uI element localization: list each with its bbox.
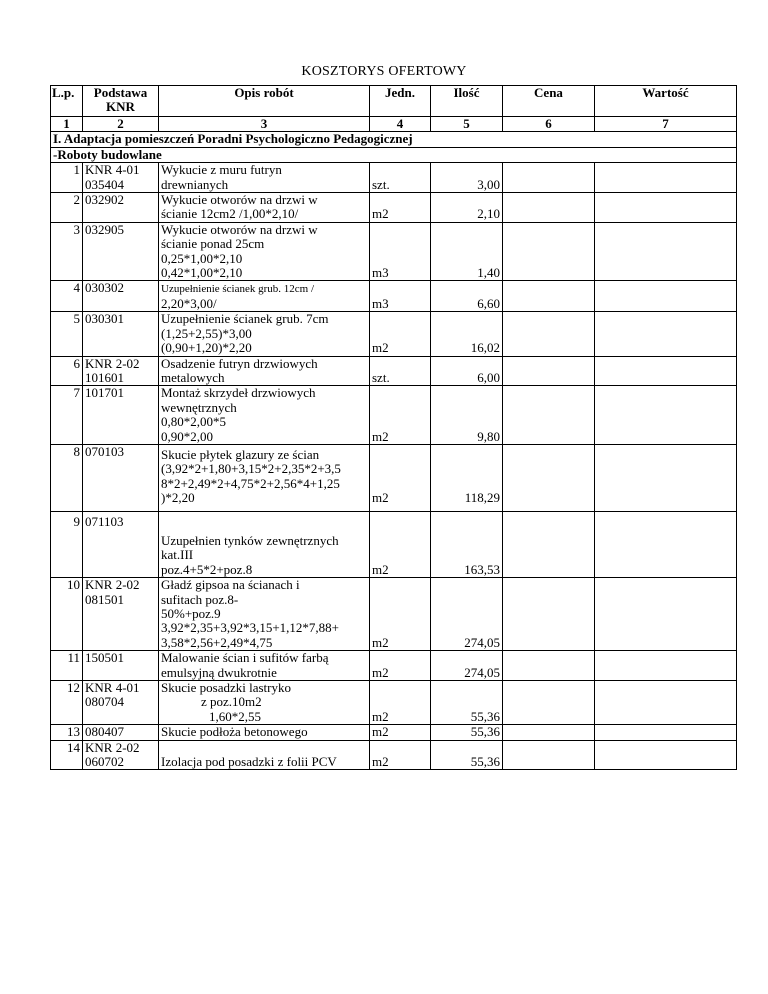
row-unit: szt.: [370, 356, 431, 386]
row-knr: 070103: [83, 444, 159, 511]
row-description: Wykucie z muru futryn drewnianych: [159, 163, 370, 193]
row-unit: m2: [370, 681, 431, 725]
col-number: 6: [503, 117, 595, 132]
col-number: 4: [370, 117, 431, 132]
col-number: 2: [83, 117, 159, 132]
row-knr: KNR 2-02 060702: [83, 740, 159, 770]
table-row: [51, 651, 737, 681]
row-unit: m2: [370, 444, 431, 511]
col-number: 3: [159, 117, 370, 132]
row-value: [595, 222, 737, 281]
row-quantity: 55,36: [431, 740, 503, 770]
table-row: [51, 578, 737, 651]
row-price: [503, 193, 595, 223]
row-knr: 032905: [83, 222, 159, 281]
row-description: Uzupełnienie ścianek grub. 12cm / 2,20*3,00/: [159, 281, 370, 312]
row-price: [503, 740, 595, 770]
table-row: [51, 386, 737, 445]
section-row: [51, 132, 737, 147]
table-row: [51, 725, 737, 740]
row-quantity: 2,10: [431, 193, 503, 223]
row-quantity: 1,40: [431, 222, 503, 281]
table-row: [51, 312, 737, 356]
row-knr: 032902: [83, 193, 159, 223]
row-lp: 9: [51, 511, 83, 578]
header-podstawa-line1: Podstawa: [93, 85, 148, 100]
row-quantity: 118,29: [431, 444, 503, 511]
row-quantity: 6,00: [431, 356, 503, 386]
row-value: [595, 356, 737, 386]
row-price: [503, 356, 595, 386]
row-price: [503, 312, 595, 356]
row-price: [503, 163, 595, 193]
header-ilosc: Ilość: [431, 86, 503, 117]
table-row: [51, 356, 737, 386]
row-price: [503, 511, 595, 578]
row-value: [595, 725, 737, 740]
row-lp: 12: [51, 681, 83, 725]
row-price: [503, 578, 595, 651]
row-price: [503, 444, 595, 511]
row-description: Wykucie otworów na drzwi w ścianie ponad 25cm 0,25*1,00*2,10 0,42*1,00*2,10: [159, 222, 370, 281]
row-price: [503, 281, 595, 312]
row-lp: 13: [51, 725, 83, 740]
row-value: [595, 386, 737, 445]
table-row: [51, 281, 737, 312]
col-number: 7: [595, 117, 737, 132]
header-lp: L.p.: [51, 86, 83, 117]
row-unit: m2: [370, 725, 431, 740]
row-unit: m2: [370, 193, 431, 223]
row-unit: m3: [370, 222, 431, 281]
row-description: Gładź gipsoa na ścianach i sufitach poz.8- 50%+poz.9 3,92*2,35+3,92*3,15+1,12*7,88+ 3,58*2,56+2,49*4,75: [159, 578, 370, 651]
table-row: [51, 444, 737, 511]
row-knr: 030302: [83, 281, 159, 312]
header-opis: Opis robót: [159, 86, 370, 117]
row-value: [595, 511, 737, 578]
row-unit: m2: [370, 651, 431, 681]
row-knr: 030301: [83, 312, 159, 356]
row-value: [595, 740, 737, 770]
row-knr: KNR 4-01 035404: [83, 163, 159, 193]
row-description: Osadzenie futryn drzwiowych metalowych: [159, 356, 370, 386]
header-jedn: Jedn.: [370, 86, 431, 117]
table-row: [51, 222, 737, 281]
table-row: [51, 511, 737, 578]
row-lp: 10: [51, 578, 83, 651]
row-description: Uzupełnien tynków zewnętrznych kat.III poz.4+5*2+poz.8: [159, 511, 370, 578]
table-row: [51, 681, 737, 725]
row-quantity: 274,05: [431, 578, 503, 651]
row-description: Skucie podłoża betonowego: [159, 725, 370, 740]
row-lp: 6: [51, 356, 83, 386]
row-quantity: 55,36: [431, 681, 503, 725]
row-quantity: 9,80: [431, 386, 503, 445]
row-knr: 101701: [83, 386, 159, 445]
row-description: Montaż skrzydeł drzwiowych wewnętrznych 0,80*2,00*5 0,90*2,00: [159, 386, 370, 445]
col-number: 5: [431, 117, 503, 132]
row-quantity: 6,60: [431, 281, 503, 312]
row-unit: m2: [370, 740, 431, 770]
cost-estimate-table: [50, 85, 737, 770]
row-value: [595, 163, 737, 193]
row-lp: 1: [51, 163, 83, 193]
row-lp: 3: [51, 222, 83, 281]
row-value: [595, 651, 737, 681]
row-knr: 080407: [83, 725, 159, 740]
row-knr: 150501: [83, 651, 159, 681]
table-row: [51, 740, 737, 770]
row-value: [595, 444, 737, 511]
header-podstawa-line2: KNR: [106, 99, 135, 115]
row-lp: 11: [51, 651, 83, 681]
page-title: KOSZTORYS OFERTOWY: [301, 64, 467, 79]
row-quantity: 16,02: [431, 312, 503, 356]
row-quantity: 55,36: [431, 725, 503, 740]
header-wartosc: Wartość: [595, 86, 737, 117]
row-knr: KNR 4-01 080704: [83, 681, 159, 725]
row-description: Malowanie ścian i sufitów farbą emulsyjną dwukrotnie: [159, 651, 370, 681]
row-value: [595, 312, 737, 356]
row-quantity: 274,05: [431, 651, 503, 681]
row-price: [503, 386, 595, 445]
row-description: Uzupełnienie ścianek grub. 7cm (1,25+2,55)*3,00 (0,90+1,20)*2,20: [159, 312, 370, 356]
row-unit: m3: [370, 281, 431, 312]
row-description: Skucie płytek glazury ze ścian (3,92*2+1,80+3,15*2+2,35*2+3,5 8*2+2,49*2+4,75*2+2,56*4+1,25 )*2,20: [159, 444, 370, 511]
header-row: [51, 86, 737, 117]
row-lp: 2: [51, 193, 83, 223]
row-price: [503, 651, 595, 681]
row-value: [595, 578, 737, 651]
row-value: [595, 681, 737, 725]
row-unit: m2: [370, 386, 431, 445]
row-lp: 4: [51, 281, 83, 312]
row-lp: 8: [51, 444, 83, 511]
header-cena: Cena: [503, 86, 595, 117]
row-knr: KNR 2-02 101601: [83, 356, 159, 386]
row-value: [595, 281, 737, 312]
row-price: [503, 725, 595, 740]
row-quantity: 163,53: [431, 511, 503, 578]
column-number-row: [51, 117, 737, 132]
section-title: I. Adaptacja pomieszczeń Poradni Psychologiczno Pedagogicznej: [51, 132, 737, 147]
row-description: Skucie posadzki lastryko z poz.10m2 1,60*2,55: [159, 681, 370, 725]
row-lp: 7: [51, 386, 83, 445]
row-price: [503, 681, 595, 725]
row-lp: 14: [51, 740, 83, 770]
row-price: [503, 222, 595, 281]
row-lp: 5: [51, 312, 83, 356]
table-row: [51, 193, 737, 223]
row-quantity: 3,00: [431, 163, 503, 193]
subsection-title: -Roboty budowlane: [51, 147, 737, 162]
subsection-row: [51, 147, 737, 162]
row-unit: m2: [370, 312, 431, 356]
row-unit: m2: [370, 511, 431, 578]
row-knr: KNR 2-02 081501: [83, 578, 159, 651]
row-unit: m2: [370, 578, 431, 651]
col-number: 1: [51, 117, 83, 132]
row-description: Wykucie otworów na drzwi w ścianie 12cm2 /1,00*2,10/: [159, 193, 370, 223]
row-unit: szt.: [370, 163, 431, 193]
table-row: [51, 163, 737, 193]
header-podstawa: [83, 86, 159, 117]
row-value: [595, 193, 737, 223]
row-knr: 071103: [83, 511, 159, 578]
row-description: Izolacja pod posadzki z folii PCV: [159, 740, 370, 770]
